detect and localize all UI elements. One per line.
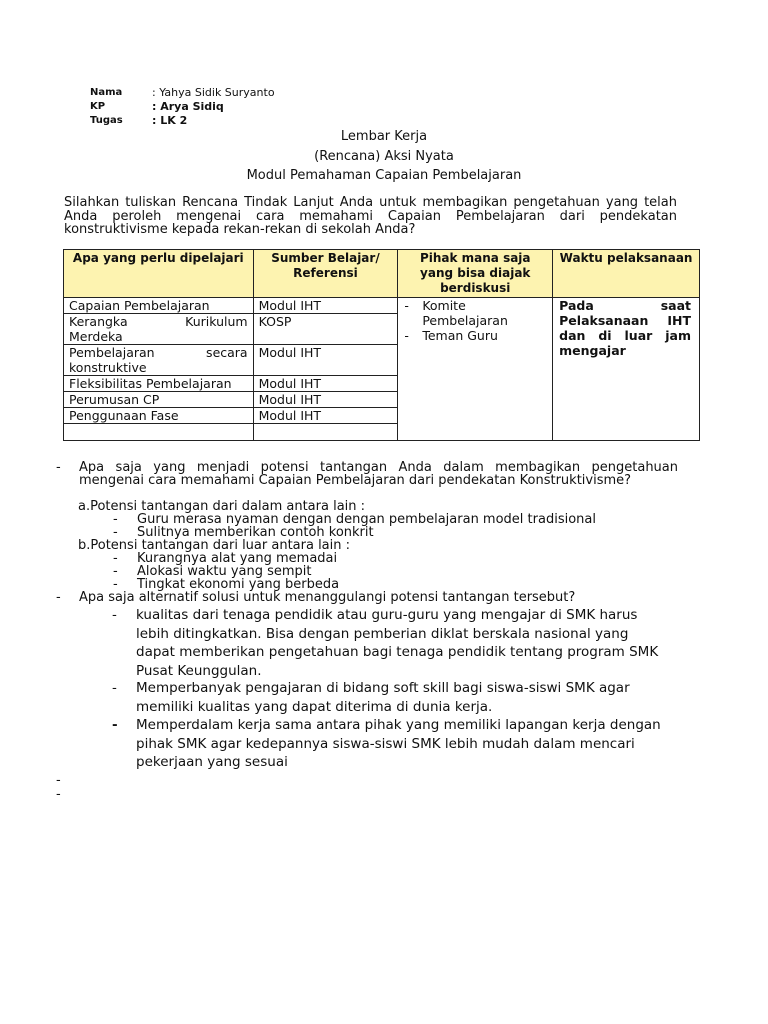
- topic-cell: Fleksibilitas Pembelajaran: [64, 376, 254, 392]
- topic-cell: Capaian Pembelajaran: [64, 298, 254, 314]
- question-1: [56, 461, 678, 487]
- question-dash: -: [56, 590, 61, 605]
- kp-value: : Arya Sidiq: [152, 100, 224, 113]
- party-item: - Teman Guru: [403, 328, 547, 343]
- empty-bullet: -: [56, 773, 61, 788]
- header-topic: Apa yang perlu dipelajari: [64, 250, 254, 298]
- item-dash: -: [113, 512, 118, 527]
- table-header-row: [64, 250, 700, 298]
- identity-block: [90, 86, 275, 128]
- solution-text: Memperbanyak pengajaran di bidang soft skill bagi siswa-siswi SMK agar memiliki kualitas yang dapat diterima di dunia kerja.: [136, 680, 630, 715]
- source-cell: Modul IHT: [253, 392, 398, 408]
- item-dash: -: [113, 525, 118, 540]
- parties-list: [403, 298, 547, 343]
- source-cell: Modul IHT: [253, 408, 398, 424]
- item-dash: -: [113, 564, 118, 579]
- name-value: : Yahya Sidik Suryanto: [152, 86, 275, 99]
- header-time: Waktu pelaksanaan: [553, 250, 700, 298]
- item-text: Guru merasa nyaman dengan dengan pembelajaran model tradisional: [137, 512, 596, 527]
- header-source: Sumber Belajar/ Referensi: [253, 250, 398, 298]
- title-line-1: Lembar Kerja: [340, 129, 428, 144]
- topic-cell: Perumusan CP: [64, 392, 254, 408]
- task-label: Tugas: [90, 115, 123, 126]
- solution-item: [112, 679, 668, 716]
- question-text: Apa saja yang menjadi potensi tantangan Anda dalam membagikan pengetahuan mengenai cara memahami Capaian Pembelajaran dari pendekatan Konstruktivisme?: [79, 460, 678, 488]
- item-text: Sulitnya memberikan contoh konkrit: [137, 525, 374, 540]
- source-cell: Modul IHT: [253, 298, 398, 314]
- item-dash: -: [113, 551, 118, 566]
- name-row: [90, 86, 275, 100]
- challenge-internal-label: a.Potensi tantangan dari dalam antara lain :: [78, 499, 366, 514]
- topic-cell: [64, 424, 254, 441]
- kp-row: [90, 100, 275, 114]
- document-title: [0, 127, 768, 186]
- item-text: Tingkat ekonomi yang berbeda: [137, 577, 340, 592]
- source-cell: Modul IHT: [253, 345, 398, 376]
- item-text: Alokasi waktu yang sempit: [137, 564, 312, 579]
- topic-cell: Penggunaan Fase: [64, 408, 254, 424]
- solution-text: Memperdalam kerja sama antara pihak yang memiliki lapangan kerja dengan pihak SMK agar kedepannya siswa-siswi SMK lebih mudah dalam mencari pekerjaan yang sesuai: [136, 717, 661, 770]
- source-cell: Modul IHT: [253, 376, 398, 392]
- parties-cell: [398, 298, 553, 441]
- item-text: Kurangnya alat yang memadai: [137, 551, 338, 566]
- solution-text: kualitas dari tenaga pendidik atau guru-guru yang mengajar di SMK harus lebih ditingkatkan. Bisa dengan pemberian diklat berskala nasional yang dapat memberikan pengetahuan bagi tenaga pendidik tentang program SMK Pusat Keunggulan.: [136, 607, 659, 679]
- item-dash: -: [112, 717, 118, 733]
- solution-item: [112, 716, 668, 772]
- table-row: [64, 298, 700, 314]
- question-text: Apa saja alternatif solusi untuk menanggulangi potensi tantangan tersebut?: [79, 590, 576, 605]
- party-item: - Komite Pembelajaran: [403, 298, 547, 328]
- challenge-external-label: b.Potensi tantangan dari luar antara lain :: [78, 538, 351, 553]
- source-cell: KOSP: [253, 314, 398, 345]
- kp-label: KP: [90, 101, 106, 112]
- header-parties: Pihak mana saja yang bisa diajak berdiskusi: [398, 250, 553, 298]
- empty-bullet: -: [56, 787, 61, 802]
- time-cell: Pada saat Pelaksanaan IHT dan di luar jam mengajar: [553, 298, 700, 441]
- task-value: : LK 2: [152, 114, 188, 127]
- source-cell: [253, 424, 398, 441]
- topic-cell: Kerangka Kurikulum Merdeka: [64, 314, 254, 345]
- item-dash: -: [112, 680, 117, 696]
- item-dash: -: [112, 607, 117, 623]
- question-dash: -: [56, 460, 61, 475]
- title-line-2: (Rencana) Aksi Nyata: [314, 148, 454, 164]
- name-label: Nama: [90, 87, 123, 98]
- topic-cell: Pembelajaran secara konstruktive: [64, 345, 254, 376]
- title-line-3: Modul Pemahaman Capaian Pembelajaran: [246, 168, 522, 183]
- task-row: [90, 114, 275, 128]
- item-dash: -: [113, 577, 118, 592]
- instruction-paragraph: Silahkan tuliskan Rencana Tindak Lanjut Anda untuk membagikan pengetahuan yang telah Anda peroleh mengenai cara memahami Capaian Pembelajaran dari pendekatan konstruktivisme kepada rekan-rekan di sekolah Anda?: [64, 195, 677, 237]
- question-2: [56, 591, 678, 604]
- solution-item: [112, 606, 668, 680]
- action-plan-table: [63, 249, 700, 441]
